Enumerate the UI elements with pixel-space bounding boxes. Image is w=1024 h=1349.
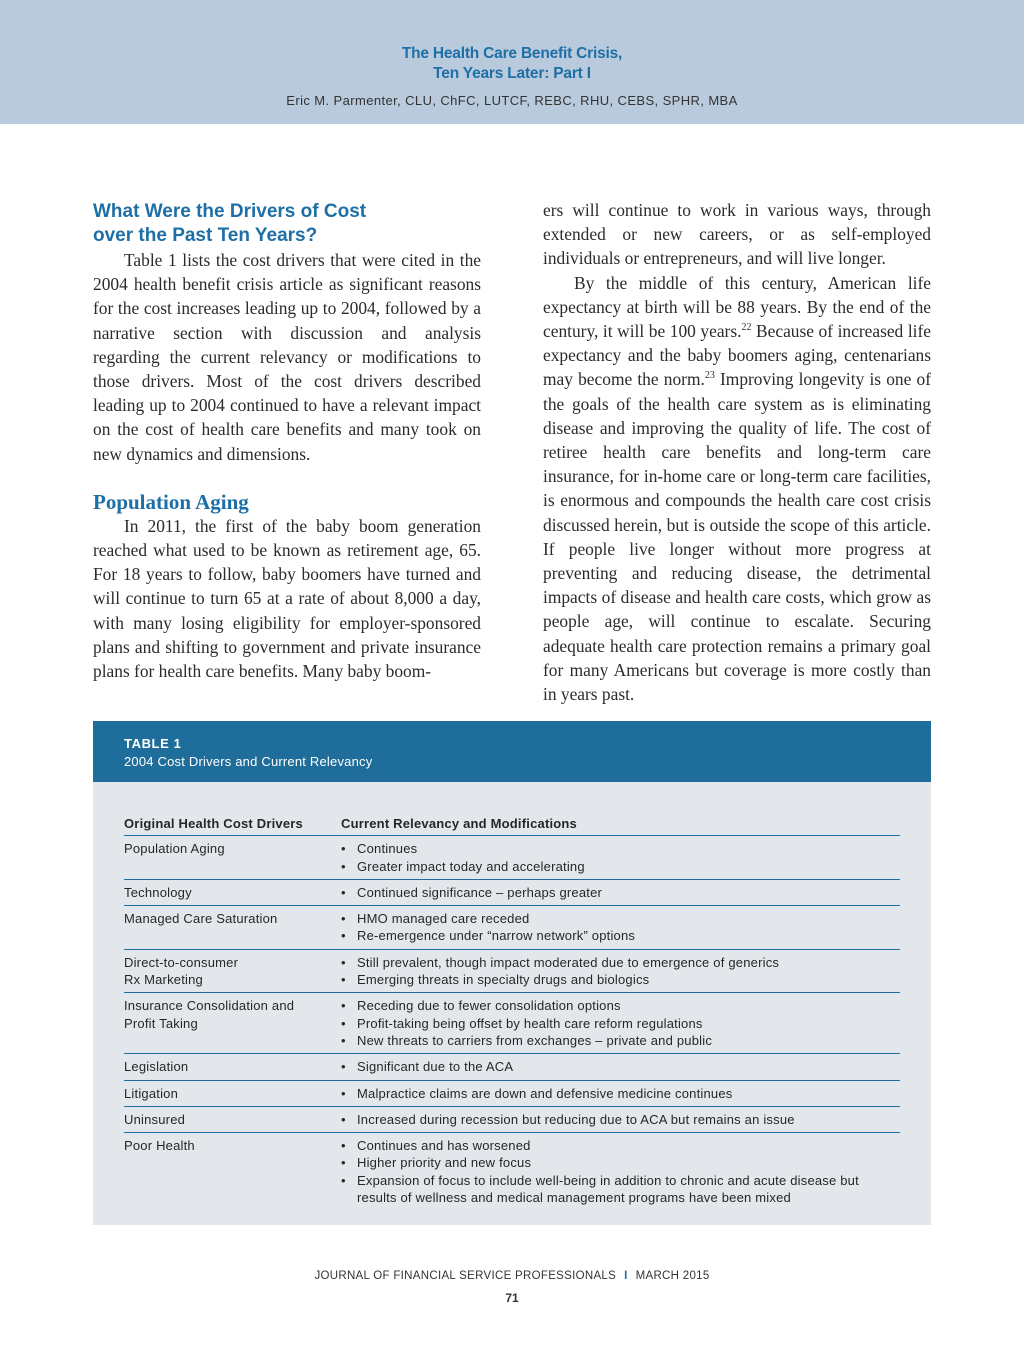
bullet-text: Increased during recession but reducing due to ACA but remains an issue xyxy=(357,1111,795,1127)
heading-line2: over the Past Ten Years? xyxy=(93,225,318,246)
text-segment: By the middle of this century, American life expectancy at birth will be 88 years. By the end of the century, it will be 100 years. xyxy=(543,272,931,342)
bullet-text: Malpractice claims are down and defensive medicine continues xyxy=(357,1085,733,1101)
bullet-text: Higher priority and new focus xyxy=(357,1155,532,1171)
cost-driver-text: Litigation xyxy=(124,1085,179,1101)
section-heading-population-aging: Population Aging xyxy=(93,489,249,514)
table-row xyxy=(124,1054,900,1080)
bullet-item xyxy=(341,1058,900,1075)
bullet-icon: • xyxy=(341,911,346,927)
relevancy-cell xyxy=(341,954,900,989)
bullet-icon: • xyxy=(341,928,346,944)
footnote-ref: 23 xyxy=(704,370,715,382)
relevancy-cell xyxy=(341,910,900,945)
cost-driver-text: Technology xyxy=(124,884,192,900)
cost-driver-cell xyxy=(124,910,341,945)
bullet-text: HMO managed care receded xyxy=(357,911,530,927)
cost-driver-cell xyxy=(124,884,341,901)
bullet-icon: • xyxy=(341,1111,346,1127)
bullet-text: New threats to carriers from exchanges – private and public xyxy=(357,1032,713,1048)
relevancy-cell xyxy=(341,1058,900,1075)
paragraph-continuation: ers will continue to work in various ways, through extended or new careers, or as self-employed individuals or entrepreneurs, and will live longer. xyxy=(543,200,931,269)
column-header-relevancy: Current Relevancy and Modifications xyxy=(341,816,577,831)
cost-driver-text: Insurance Consolidation and xyxy=(124,998,295,1014)
bullet-item xyxy=(341,858,900,875)
paragraph-drivers: Table 1 lists the cost drivers that were cited in the 2004 health benefit crisis article as significant reasons for the cost increases leading up to 2004, followed by a narrative section with discussion and analysis regarding the current relevancy or modifications to those drivers. Most of the cost drivers described leading up to 2004 continued to have a relevant impact on the cost of health care benefits and many took on new dynamics and dimensions. xyxy=(93,250,481,464)
table-caption: 2004 Cost Drivers and Current Relevancy xyxy=(124,754,373,769)
column-header-drivers: Original Health Cost Drivers xyxy=(124,816,303,831)
bullet-icon: • xyxy=(341,1085,346,1101)
left-column xyxy=(93,198,481,683)
text-segment: Because of increased life expectancy and the baby boomers aging, centenarians may become the norm. xyxy=(543,321,931,390)
cost-drivers-table xyxy=(124,815,900,1210)
cost-driver-cell xyxy=(124,1058,341,1075)
cost-driver-cell xyxy=(124,997,341,1049)
heading-line1: What Were the Drivers of Cost xyxy=(93,201,367,222)
bullet-icon: • xyxy=(341,841,346,857)
table-label: TABLE 1 xyxy=(124,736,182,751)
relevancy-cell xyxy=(341,884,900,901)
section-heading-drivers xyxy=(93,200,481,248)
text-segment: Improving longevity is one of the goals of the health care system as is eliminating disease and improving the quality of life. The cost of retiree health care benefits and long-term care insurance, for in-home care or long-term care facilities, is enormous and compounds the health care cost crisis discussed herein, but is outside the scope of this article. If people live longer without more progress at preventing and reducing disease, the detrimental impacts of disease and health care costs, which grow as people age, will continue to escalate. Securing adequate health care protection remains a primary goal for many Americans but coverage is more costly than in years past. xyxy=(543,369,931,705)
bullet-text: Continues and has worsened xyxy=(357,1138,531,1154)
bullet-item xyxy=(341,1015,900,1032)
bullet-item xyxy=(341,1172,900,1207)
table-row xyxy=(124,993,900,1054)
bullet-item xyxy=(341,927,900,944)
header-band xyxy=(0,0,1024,124)
bullet-item xyxy=(341,1111,900,1128)
cost-driver-text: Managed Care Saturation xyxy=(124,911,278,927)
table-row xyxy=(124,1107,900,1133)
bullet-item xyxy=(341,954,900,971)
article-title-line1: The Health Care Benefit Crisis, xyxy=(401,45,623,62)
bullet-item xyxy=(341,884,900,901)
bullet-text: Greater impact today and accelerating xyxy=(357,858,585,874)
bullet-text: Significant due to the ACA xyxy=(357,1059,514,1075)
author-byline: Eric M. Parmenter, CLU, ChFC, LUTCF, REBC, RHU, CEBS, SPHR, MBA xyxy=(286,93,738,108)
cost-driver-text: Population Aging xyxy=(124,841,225,857)
cost-driver-cell xyxy=(124,954,341,989)
article-title-line2: Ten Years Later: Part I xyxy=(433,65,591,82)
footer-separator: I xyxy=(624,1270,628,1282)
bullet-item xyxy=(341,910,900,927)
bullet-text: Profit-taking being offset by health care reform regulations xyxy=(357,1015,703,1031)
table-body xyxy=(124,836,900,1210)
table-row xyxy=(124,880,900,906)
bullet-icon: • xyxy=(341,954,346,970)
right-column xyxy=(543,198,931,706)
table-row xyxy=(124,1133,900,1210)
relevancy-cell xyxy=(341,1137,900,1206)
cost-driver-cell xyxy=(124,1085,341,1102)
table-row xyxy=(124,906,900,950)
table-header-band xyxy=(93,721,931,782)
bullet-text: Expansion of focus to include well-being in addition to chronic and acute disease but results of wellness and medical management programs have been mixed xyxy=(357,1172,859,1206)
table-row xyxy=(124,950,900,994)
bullet-text: Re-emergence under “narrow network” options xyxy=(357,928,636,944)
cost-driver-cell xyxy=(124,840,341,875)
bullet-item xyxy=(341,1085,900,1102)
cost-driver-cell xyxy=(124,1111,341,1128)
bullet-text: Emerging threats in specialty drugs and biologics xyxy=(357,972,650,988)
relevancy-cell xyxy=(341,1111,900,1128)
bullet-icon: • xyxy=(341,1138,346,1154)
journal-name: JOURNAL OF FINANCIAL SERVICE PROFESSIONALS xyxy=(314,1270,617,1282)
paragraph-population-aging: In 2011, the first of the baby boom generation reached what used to be known as retirement age, 65. For 18 years to follow, baby boomers have turned and will continue to turn 65 at a rate of about 8,000 a day, with many losing eligibility for employer-sponsored plans and shifting to government and private insurance plans for health care benefits. Many baby boom- xyxy=(93,515,481,682)
bullet-icon: • xyxy=(341,1032,346,1048)
cost-driver-text: Legislation xyxy=(124,1059,189,1075)
bullet-item xyxy=(341,971,900,988)
table-row xyxy=(124,836,900,880)
bullet-text: Receding due to fewer consolidation options xyxy=(357,998,621,1014)
cost-driver-text: Uninsured xyxy=(124,1111,186,1127)
bullet-icon: • xyxy=(341,1155,346,1171)
page-number: 71 xyxy=(505,1291,519,1305)
bullet-icon: • xyxy=(341,1172,346,1188)
bullet-item xyxy=(341,840,900,857)
bullet-text: Continues xyxy=(357,841,418,857)
relevancy-cell xyxy=(341,840,900,875)
bullet-icon: • xyxy=(341,972,346,988)
cost-driver-text: Poor Health xyxy=(124,1138,195,1154)
bullet-icon: • xyxy=(341,1015,346,1031)
bullet-icon: • xyxy=(341,858,346,874)
bullet-item xyxy=(341,1137,900,1154)
bullet-icon: • xyxy=(341,1059,346,1075)
relevancy-cell xyxy=(341,997,900,1049)
table-1-panel xyxy=(93,721,931,1225)
relevancy-cell xyxy=(341,1085,900,1102)
bullet-item xyxy=(341,1154,900,1171)
cost-driver-cell xyxy=(124,1137,341,1206)
bullet-item xyxy=(341,1032,900,1049)
page-footer xyxy=(0,1270,1024,1282)
bullet-item xyxy=(341,997,900,1014)
cost-driver-text: Rx Marketing xyxy=(124,972,203,988)
cost-driver-text: Profit Taking xyxy=(124,1015,198,1031)
footnote-ref: 22 xyxy=(741,322,752,334)
bullet-text: Continued significance – perhaps greater xyxy=(357,884,603,900)
cost-driver-text: Direct-to-consumer xyxy=(124,954,239,970)
article-title xyxy=(0,44,1024,84)
table-column-headers xyxy=(124,815,900,836)
issue-date: MARCH 2015 xyxy=(635,1270,710,1282)
bullet-icon: • xyxy=(341,884,346,900)
paragraph-life-expectancy xyxy=(543,271,931,707)
table-row xyxy=(124,1081,900,1107)
bullet-text: Still prevalent, though impact moderated due to emergence of generics xyxy=(357,954,780,970)
bullet-icon: • xyxy=(341,998,346,1014)
